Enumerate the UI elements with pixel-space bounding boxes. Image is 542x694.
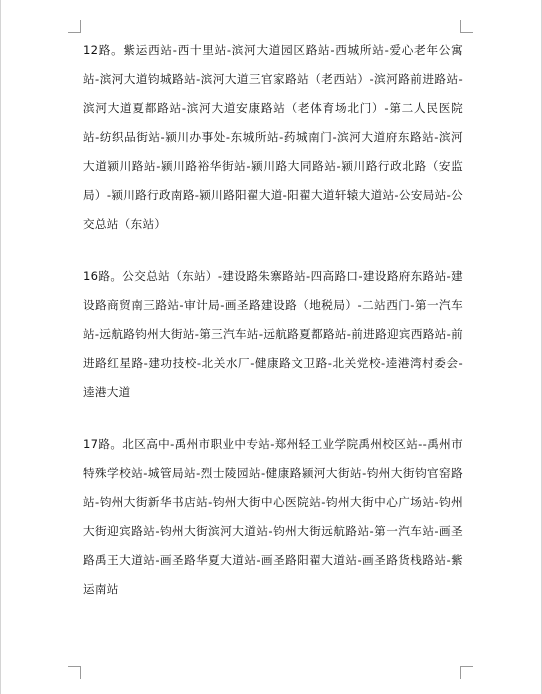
document-body[interactable] bbox=[83, 36, 463, 604]
corner-mark-top-left bbox=[68, 20, 81, 33]
corner-mark-bottom-right bbox=[460, 666, 473, 679]
corner-mark-top-right bbox=[460, 20, 473, 33]
bus-route-17-paragraph[interactable]: 17路。北区高中-禹州市职业中专站-郑州轻工业学院禹州校区站--禹州市特殊学校站-城管局站-烈士陵园站-健康路颍河大街站-钧州大街钧官窑路站-钧州大街新华书店站-钧州大街中心医院站-钧州大街中心广场站-钧州大街迎宾路站-钧州大街滨河大道站-钧州大街远航路站-第一汽车站-画圣路禹王大道站-画圣路华夏大道站-画圣路阳翟大道站-画圣路货栈路站-紫运南站 bbox=[83, 437, 463, 596]
bus-route-12-paragraph[interactable]: 12路。紫运西站-西十里站-滨河大道园区路站-西城所站-爱心老年公寓站-滨河大道钧城路站-滨河大道三官家路站（老西站）-滨河路前进路站-滨河大道夏都路站-滨河大道安康路站（老体育场北门）-第二人民医院站-纺织品街站-颍川办事处-东城所站-药城南门-滨河大道府东路站-滨河大道颍川路站-颍川路裕华街站-颍川路大同路站-颍川路行政北路（安监局）-颍川路行政南路-颍川路阳翟大道-阳翟大道轩辕大道站-公安局站-公交总站（东站） bbox=[83, 43, 463, 231]
bus-route-16-paragraph[interactable]: 16路。公交总站（东站）-建设路朱寨路站-四高路口-建设路府东路站-建设路商贸南三路站-审计局-画圣路建设路（地税局）-二站西门-第一汽车站-远航路钧州大街站-第三汽车站-远航路夏都路站-前进路迎宾西路站-前进路红星路-建功技校-北关水厂-健康路文卫路-北关党校-逵港湾村委会-逵港大道 bbox=[83, 269, 463, 399]
corner-mark-bottom-left bbox=[68, 666, 81, 679]
